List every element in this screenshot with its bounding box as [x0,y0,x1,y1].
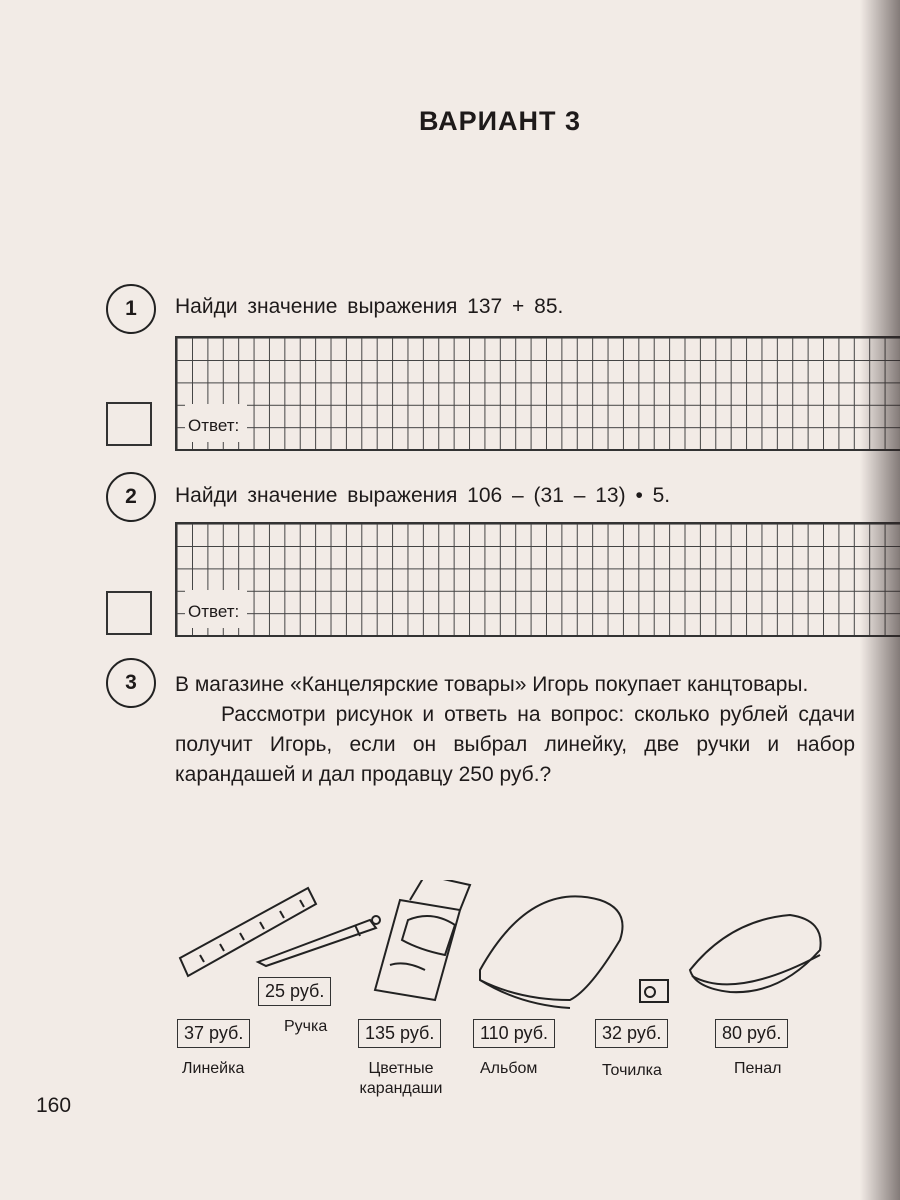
label-pencil-case: Пенал [734,1060,782,1077]
label-sharpener: Точилка [602,1062,662,1079]
task-number-2: 2 [106,472,156,522]
answer-label-1: Ответ: [185,404,247,442]
pencil-box-icon [375,880,470,1000]
album-icon [480,896,623,1008]
price-tag-pencil-case: 80 руб. [715,1019,788,1048]
answer-grid-2[interactable] [175,522,900,637]
price-tag-ruler: 37 руб. [177,1019,250,1048]
task-3-text [175,670,855,790]
task-1-text: Найди значение выражения 137 + 85. [175,295,564,318]
price-tag-sharpener: 32 руб. [595,1019,668,1048]
variant-title: ВАРИАНТ 3 [418,106,582,136]
answer-label-2: Ответ: [185,590,247,628]
label-ruler: Линейка [182,1060,245,1077]
page-edge-shadow [860,0,900,1200]
task-2-text: Найди значение выражения 106 – (31 – 13) • 5. [175,484,671,507]
pencil-case-icon [690,915,821,992]
label-pen: Ручка [284,1018,328,1035]
price-tag-pencils: 135 руб. [358,1019,441,1048]
ruler-icon [180,888,316,976]
label-album: Альбом [480,1060,538,1077]
label-pencils: Цветные карандаши [359,1060,443,1097]
sharpener-icon [640,980,668,1002]
task-number-1: 1 [106,284,156,334]
price-tag-album: 110 руб. [473,1019,555,1048]
score-box-1[interactable] [106,402,152,446]
answer-grid-1[interactable] [175,336,900,451]
page-number: 160 [36,1094,72,1117]
task-number-3: 3 [106,658,156,708]
price-tag-pen: 25 руб. [258,977,331,1006]
task-3-question: Рассмотри рисунок и ответь на вопрос: сколько рублей сдачи получит Игорь, если он выбрал линейку, две ручки и набор карандашей и дал продавцу 250 руб.? [175,703,855,786]
score-box-2[interactable] [106,591,152,635]
task-3-intro: В магазине «Канцелярские товары» Игорь покупает канцтовары. [175,673,809,696]
pen-icon [258,916,380,966]
